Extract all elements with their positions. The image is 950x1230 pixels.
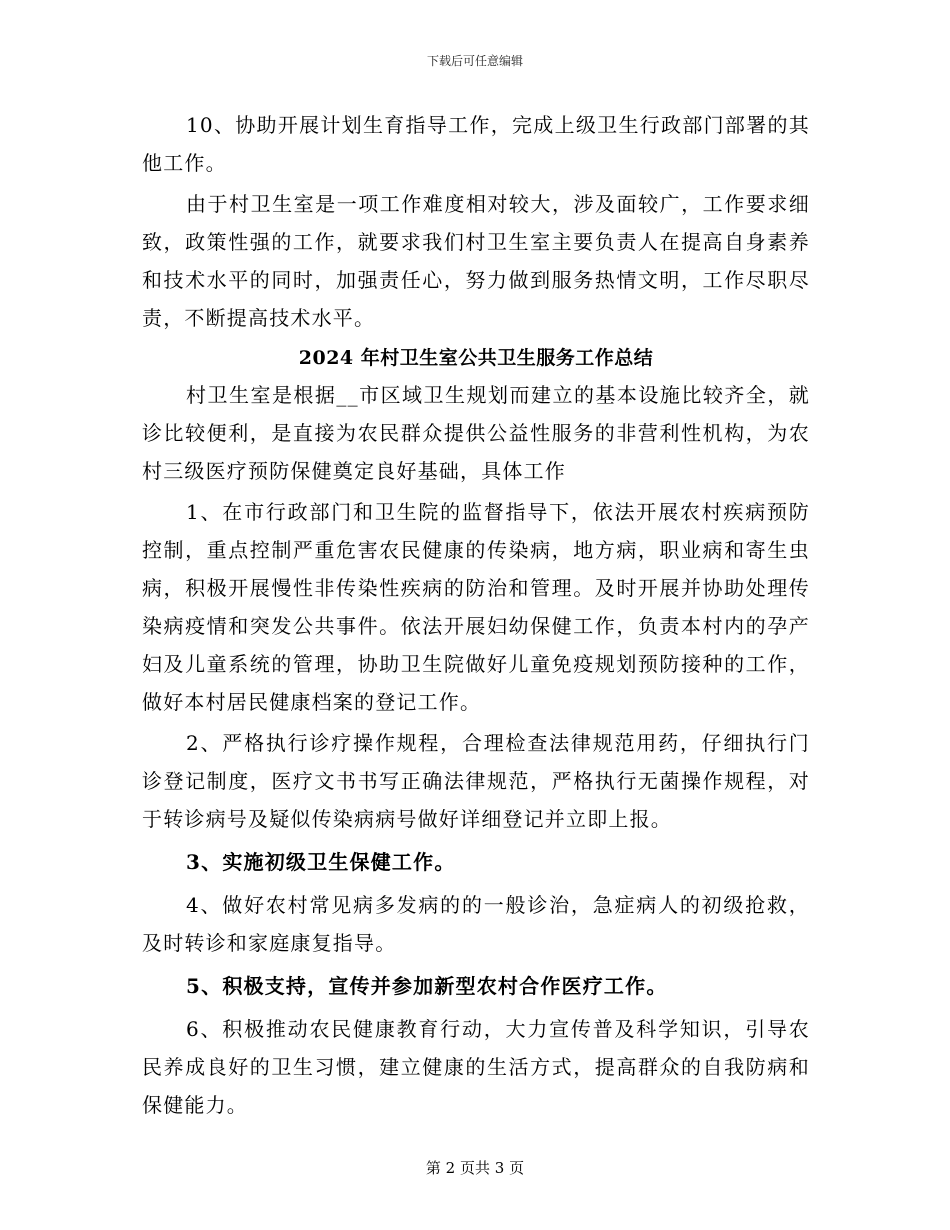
page-footer: 第 2 页共 3 页 (425, 1159, 525, 1177)
paragraph-item-1: 1、在市行政部门和卫生院的监督指导下，依法开展农村疾病预防控制，重点控制严重危害农民健康的传染病，地方病，职业病和寄生虫病，积极开展慢性非传染性疾病的防治和管理。及时开展并协助处理传染病疫情和突发公共事件。依法开展妇幼保健工作，负责本村内的孕产妇及儿童系统的管理，协助卫生院做好儿童免疫规划预防接种的工作，做好本村居民健康档案的登记工作。 (142, 500, 810, 714)
paragraph-item-4: 4、做好农村常见病多发病的的一般诊治，急症病人的初级抢救，及时转诊和家庭康复指导。 (142, 893, 810, 955)
paragraph-item-3: 3、实施初级卫生保健工作。 (186, 850, 456, 874)
paragraph-item-10: 10、协助开展计划生育指导工作，完成上级卫生行政部门部署的其他工作。 (142, 113, 810, 175)
section-title: 2024 年村卫生室公共卫生服务工作总结 (298, 347, 654, 369)
paragraph-item-5: 5、积极支持，宣传并参加新型农村合作医疗工作。 (186, 974, 668, 998)
page-header: 下载后可任意编辑 (426, 54, 523, 68)
paragraph-item-2: 2、严格执行诊疗操作规程，合理检查法律规范用药，仔细执行门诊登记制度，医疗文书书写正确法律规范，严格执行无菌操作规程，对于转诊病号及疑似传染病病号做好详细登记并立即上报。 (142, 731, 810, 831)
paragraph-conclusion: 由于村卫生室是一项工作难度相对较大，涉及面较广，工作要求细致，政策性强的工作，就要求我们村卫生室主要负责人在提高自身素养和技术水平的同时，加强责任心，努力做到服务热情文明，工作尽职尽责，不断提高技术水平。 (142, 192, 810, 330)
paragraph-intro: 村卫生室是根据__市区域卫生规划而建立的基本设施比较齐全，就诊比较便利，是直接为农民群众提供公益性服务的非营利性机构，为农村三级医疗预防保健奠定良好基础，具体工作 (142, 383, 810, 483)
document-body (142, 106, 810, 1124)
paragraph-item-6: 6、积极推动农民健康教育行动，大力宣传普及科学知识，引导农民养成良好的卫生习惯，建立健康的生活方式，提高群众的自我防病和保健能力。 (142, 1017, 810, 1117)
